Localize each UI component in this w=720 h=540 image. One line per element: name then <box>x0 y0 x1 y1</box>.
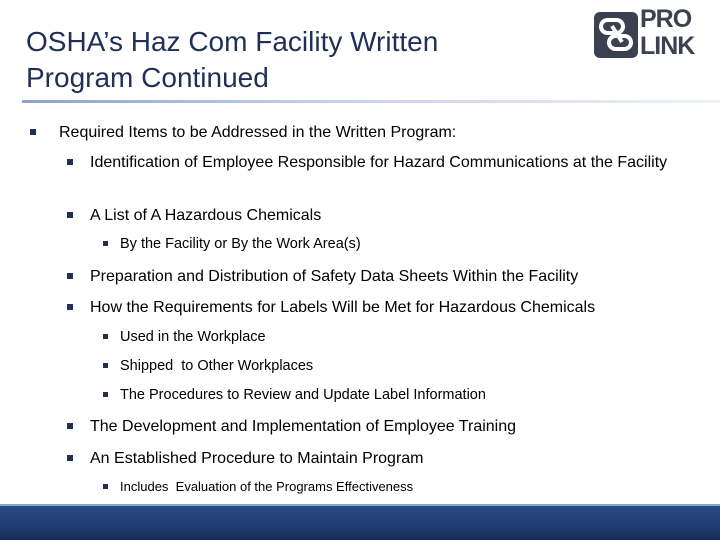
prolink-logo <box>592 6 716 64</box>
logo-text-line-2: LINK <box>640 32 695 60</box>
bullet-text: How the Requirements for Labels Will be Met for Hazardous Chemicals <box>90 299 596 316</box>
slide-title <box>26 24 586 96</box>
bullet-text: An Established Procedure to Maintain Program <box>90 450 424 467</box>
bullet-text: Identification of Employee Responsible for Hazard Communications at the Facility <box>90 154 668 171</box>
bullet-text: The Development and Implementation of Employee Training <box>90 418 517 435</box>
list-item <box>67 151 697 174</box>
square-bullet-icon <box>67 304 73 310</box>
bullet-text: Used in the Workplace <box>120 329 266 345</box>
list-item <box>103 385 703 405</box>
square-bullet-icon <box>103 392 108 397</box>
list-item <box>103 327 703 347</box>
bullet-text: Shipped to Other Workplaces <box>120 358 314 374</box>
square-bullet-icon <box>103 363 108 368</box>
list-item <box>30 121 690 144</box>
title-line-1: OSHA’s Haz Com Facility Written <box>26 26 439 57</box>
square-bullet-icon <box>103 334 108 339</box>
square-bullet-icon <box>103 484 108 489</box>
footer-bar <box>0 506 720 540</box>
list-item <box>67 447 697 470</box>
bullet-text: Preparation and Distribution of Safety Data Sheets Within the Facility <box>90 268 579 285</box>
bullet-text: A List of A Hazardous Chemicals <box>90 207 322 224</box>
list-item <box>67 296 697 319</box>
square-bullet-icon <box>67 455 73 461</box>
square-bullet-icon <box>67 423 73 429</box>
title-divider <box>22 100 720 103</box>
square-bullet-icon <box>67 273 73 279</box>
square-bullet-icon <box>67 212 73 218</box>
bullet-text: Required Items to be Addressed in the Written Program: <box>59 124 457 141</box>
square-bullet-icon <box>30 129 36 135</box>
list-item <box>103 356 703 376</box>
square-bullet-icon <box>103 241 108 246</box>
logo-text-line-1: PRO <box>640 5 692 33</box>
list-item <box>67 415 697 438</box>
list-item <box>67 204 697 227</box>
bullet-text: By the Facility or By the Work Area(s) <box>120 236 361 252</box>
bullet-text: The Procedures to Review and Update Label Information <box>120 387 486 403</box>
list-item <box>103 478 703 496</box>
logo-wordmark <box>640 6 694 60</box>
bullet-text: Includes Evaluation of the Programs Effectiveness <box>120 479 414 494</box>
list-item <box>103 234 703 254</box>
title-line-2: Program Continued <box>26 62 269 93</box>
chain-link-icon <box>592 6 642 64</box>
square-bullet-icon <box>67 159 73 165</box>
list-item <box>67 265 697 288</box>
